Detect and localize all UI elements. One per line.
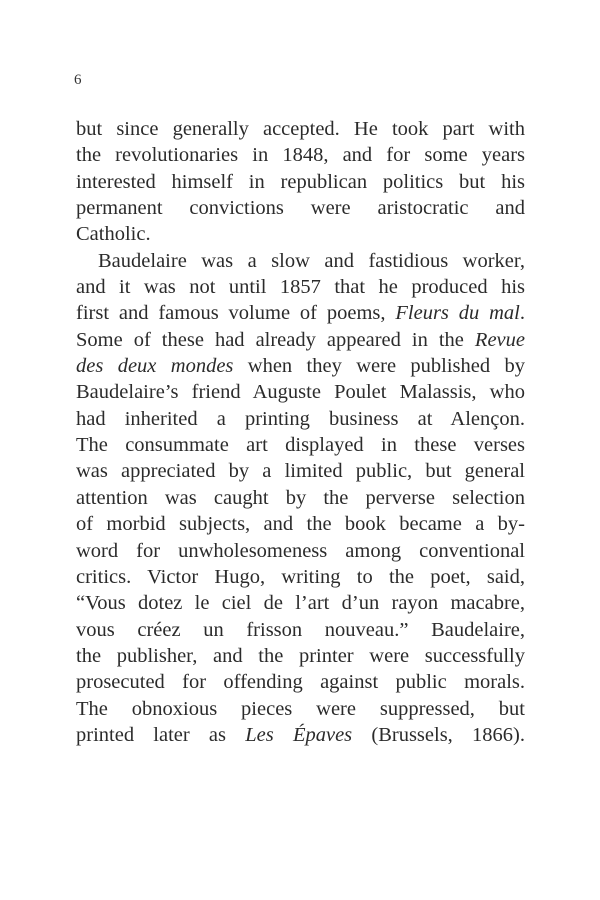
text-segment: the revolutionaries in 1848, and for some years	[76, 144, 525, 167]
text-line	[76, 458, 525, 484]
text-segment: word for unwholesomeness among conventional	[76, 539, 525, 562]
text-line	[76, 353, 525, 379]
text-segment: Baudelaire was a slow and fastidious worker,	[98, 249, 525, 272]
text-segment: had inherited a printing business at Alençon.	[76, 407, 525, 430]
text-line	[76, 669, 525, 695]
text-line	[76, 300, 525, 326]
text-segment: “Vous dotez le ciel de l’art d’un rayon macabre,	[76, 592, 525, 615]
text-line	[76, 327, 525, 353]
text-line	[76, 142, 525, 168]
text-segment: The consummate art displayed in these verses	[76, 434, 525, 457]
text-segment: vous créez un frisson nouveau.” Baudelaire,	[76, 618, 525, 641]
text-line	[76, 116, 525, 142]
page-number: 6	[74, 72, 82, 88]
text-segment: and it was not until 1857 that he produced his	[76, 276, 525, 299]
text-line	[76, 511, 525, 537]
text-segment: of morbid subjects, and the book became a by-	[76, 513, 525, 536]
text-segment: attention was caught by the perverse selection	[76, 486, 525, 509]
text-segment: Catholic.	[76, 223, 151, 246]
italic-text: Fleurs du mal	[395, 302, 520, 325]
text-line	[76, 195, 525, 221]
text-segment: when they were published by	[233, 355, 526, 378]
text-segment: Baudelaire’s friend Auguste Poulet Malassis, who	[76, 381, 525, 404]
text-line	[76, 406, 525, 432]
text-line	[76, 169, 525, 195]
text-line	[76, 643, 525, 669]
text-segment: but since generally accepted. He took part with	[76, 118, 525, 140]
text-line	[76, 485, 525, 511]
text-line	[76, 722, 525, 748]
text-line	[76, 564, 525, 590]
text-segment: .	[519, 302, 525, 325]
text-segment: The obnoxious pieces were suppressed, but	[76, 697, 525, 720]
body-text	[76, 116, 525, 748]
text-segment: was appreciated by a limited public, but general	[76, 460, 525, 483]
text-line	[76, 432, 525, 458]
text-line	[76, 696, 525, 722]
text-segment: interested himself in republican politics but his	[76, 170, 525, 193]
text-line	[76, 221, 525, 247]
text-line	[76, 248, 525, 274]
text-line	[76, 617, 525, 643]
text-segment: Some of these had already appeared in the	[76, 328, 475, 351]
text-segment: permanent convictions were aristocratic and	[76, 197, 525, 220]
text-line	[76, 538, 525, 564]
text-segment: the publisher, and the printer were successfully	[76, 644, 525, 667]
text-segment: prosecuted for offending against public morals.	[76, 671, 525, 694]
text-line	[76, 590, 525, 616]
italic-text: Revue	[474, 328, 525, 351]
text-segment: first and famous volume of poems,	[76, 302, 396, 325]
text-segment: (Brussels, 1866).	[352, 723, 525, 746]
text-line	[76, 379, 525, 405]
italic-text: Les Épaves	[245, 723, 353, 746]
text-segment: critics. Victor Hugo, writing to the poet, said,	[76, 565, 525, 588]
italic-text: des deux mondes	[76, 355, 234, 378]
text-segment: printed later as	[76, 723, 246, 746]
text-line	[76, 274, 525, 300]
